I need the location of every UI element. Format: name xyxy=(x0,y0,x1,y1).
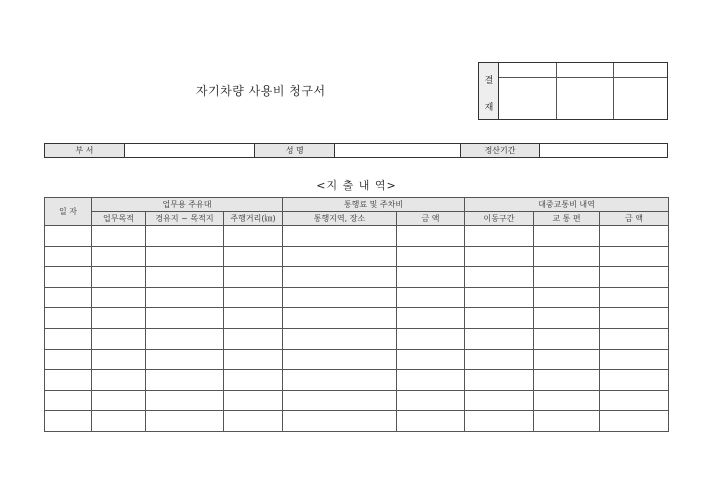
table-row xyxy=(45,246,669,267)
period-field[interactable] xyxy=(540,144,667,157)
table-cell[interactable] xyxy=(534,370,600,391)
table-cell[interactable] xyxy=(45,349,92,370)
expense-table-body xyxy=(45,226,669,432)
table-cell[interactable] xyxy=(92,328,146,349)
table-cell[interactable] xyxy=(283,226,397,247)
table-cell[interactable] xyxy=(534,390,600,411)
approval-box xyxy=(478,62,668,120)
table-cell[interactable] xyxy=(397,287,465,308)
fuel-group-header: 업무용 주유대 xyxy=(92,198,283,212)
table-cell[interactable] xyxy=(397,370,465,391)
table-cell[interactable] xyxy=(600,349,669,370)
table-cell[interactable] xyxy=(600,287,669,308)
name-field[interactable] xyxy=(335,144,461,157)
table-cell[interactable] xyxy=(224,246,283,267)
table-cell[interactable] xyxy=(534,328,600,349)
purpose-header: 업무목적 xyxy=(92,212,146,226)
table-cell[interactable] xyxy=(146,411,224,432)
table-cell[interactable] xyxy=(600,246,669,267)
table-cell[interactable] xyxy=(45,390,92,411)
table-cell[interactable] xyxy=(146,226,224,247)
table-cell[interactable] xyxy=(600,328,669,349)
travel-section-header: 이동구간 xyxy=(465,212,534,226)
table-cell[interactable] xyxy=(92,411,146,432)
table-cell[interactable] xyxy=(92,226,146,247)
table-row xyxy=(45,349,669,370)
table-cell[interactable] xyxy=(92,370,146,391)
department-field[interactable] xyxy=(125,144,256,157)
table-cell[interactable] xyxy=(283,390,397,411)
table-cell[interactable] xyxy=(465,308,534,329)
table-cell[interactable] xyxy=(146,390,224,411)
approval-signature-cell-2[interactable] xyxy=(557,77,613,119)
table-cell[interactable] xyxy=(534,267,600,288)
table-cell[interactable] xyxy=(146,246,224,267)
name-label: 성 명 xyxy=(255,144,335,157)
table-row xyxy=(45,226,669,247)
table-cell[interactable] xyxy=(397,390,465,411)
date-header: 일 자 xyxy=(45,198,92,226)
table-cell[interactable] xyxy=(465,349,534,370)
table-cell[interactable] xyxy=(224,308,283,329)
table-cell[interactable] xyxy=(534,411,600,432)
table-cell[interactable] xyxy=(465,267,534,288)
approval-label-bottom: 재 xyxy=(484,103,494,113)
table-cell[interactable] xyxy=(146,267,224,288)
table-cell[interactable] xyxy=(465,226,534,247)
table-cell[interactable] xyxy=(283,308,397,329)
table-row xyxy=(45,267,669,288)
table-row xyxy=(45,390,669,411)
table-cell[interactable] xyxy=(283,370,397,391)
toll-parking-group-header: 통행료 및 주차비 xyxy=(283,198,465,212)
table-cell[interactable] xyxy=(45,370,92,391)
approval-signature-cell-3[interactable] xyxy=(614,77,667,119)
approval-label-column xyxy=(479,63,499,119)
table-cell[interactable] xyxy=(397,349,465,370)
table-cell[interactable] xyxy=(45,328,92,349)
table-cell[interactable] xyxy=(465,287,534,308)
table-cell[interactable] xyxy=(600,267,669,288)
table-cell[interactable] xyxy=(146,349,224,370)
table-cell[interactable] xyxy=(283,349,397,370)
table-cell[interactable] xyxy=(224,349,283,370)
table-cell[interactable] xyxy=(224,226,283,247)
table-cell[interactable] xyxy=(45,246,92,267)
table-cell[interactable] xyxy=(534,226,600,247)
distance-header: 주행거리(㎞) xyxy=(224,212,283,226)
table-cell[interactable] xyxy=(45,267,92,288)
route-header: 경유지 ~ 목적지 xyxy=(146,212,224,226)
table-cell[interactable] xyxy=(224,411,283,432)
table-cell[interactable] xyxy=(283,328,397,349)
approval-signature-cell-1[interactable] xyxy=(499,77,556,119)
toll-location-header: 통행지역, 장소 xyxy=(283,212,397,226)
transport-amount-header: 금 액 xyxy=(600,212,669,226)
table-row xyxy=(45,370,669,391)
document-title: 자기차량 사용비 청구서 xyxy=(196,84,326,98)
table-cell[interactable] xyxy=(397,308,465,329)
table-cell[interactable] xyxy=(600,390,669,411)
public-transport-group-header: 대중교통비 내역 xyxy=(465,198,669,212)
table-cell[interactable] xyxy=(224,287,283,308)
table-cell[interactable] xyxy=(92,349,146,370)
table-cell[interactable] xyxy=(600,308,669,329)
table-cell[interactable] xyxy=(224,390,283,411)
table-cell[interactable] xyxy=(465,328,534,349)
table-row xyxy=(45,411,669,432)
expense-table xyxy=(44,197,669,432)
table-cell[interactable] xyxy=(146,370,224,391)
table-row xyxy=(45,328,669,349)
table-cell[interactable] xyxy=(92,246,146,267)
table-cell[interactable] xyxy=(465,411,534,432)
department-label: 부 서 xyxy=(45,144,125,157)
table-cell[interactable] xyxy=(397,267,465,288)
table-cell[interactable] xyxy=(534,308,600,329)
table-cell[interactable] xyxy=(283,411,397,432)
table-cell[interactable] xyxy=(45,226,92,247)
table-cell[interactable] xyxy=(45,411,92,432)
table-cell[interactable] xyxy=(534,246,600,267)
table-cell[interactable] xyxy=(397,411,465,432)
table-cell[interactable] xyxy=(146,308,224,329)
table-cell[interactable] xyxy=(45,287,92,308)
table-cell[interactable] xyxy=(397,246,465,267)
table-cell[interactable] xyxy=(92,267,146,288)
table-cell[interactable] xyxy=(465,246,534,267)
table-cell[interactable] xyxy=(146,287,224,308)
table-cell[interactable] xyxy=(146,328,224,349)
table-cell[interactable] xyxy=(224,267,283,288)
table-cell[interactable] xyxy=(600,370,669,391)
table-cell[interactable] xyxy=(92,390,146,411)
table-cell[interactable] xyxy=(283,246,397,267)
toll-amount-header: 금 액 xyxy=(397,212,465,226)
table-cell[interactable] xyxy=(224,370,283,391)
table-row xyxy=(45,308,669,329)
table-cell[interactable] xyxy=(397,226,465,247)
table-cell[interactable] xyxy=(600,226,669,247)
table-cell[interactable] xyxy=(92,308,146,329)
table-cell[interactable] xyxy=(397,328,465,349)
period-label: 정산기간 xyxy=(461,144,541,157)
table-cell[interactable] xyxy=(465,370,534,391)
table-cell[interactable] xyxy=(224,328,283,349)
approval-label-top: 결 xyxy=(484,76,494,86)
table-cell[interactable] xyxy=(45,308,92,329)
table-cell[interactable] xyxy=(534,349,600,370)
table-cell[interactable] xyxy=(283,267,397,288)
table-cell[interactable] xyxy=(534,287,600,308)
transport-mode-header: 교 통 편 xyxy=(534,212,600,226)
table-cell[interactable] xyxy=(283,287,397,308)
table-row xyxy=(45,287,669,308)
table-cell[interactable] xyxy=(600,411,669,432)
info-row xyxy=(44,143,668,158)
section-title: <지 출 내 역> xyxy=(316,179,397,192)
table-cell[interactable] xyxy=(465,390,534,411)
table-cell[interactable] xyxy=(92,287,146,308)
